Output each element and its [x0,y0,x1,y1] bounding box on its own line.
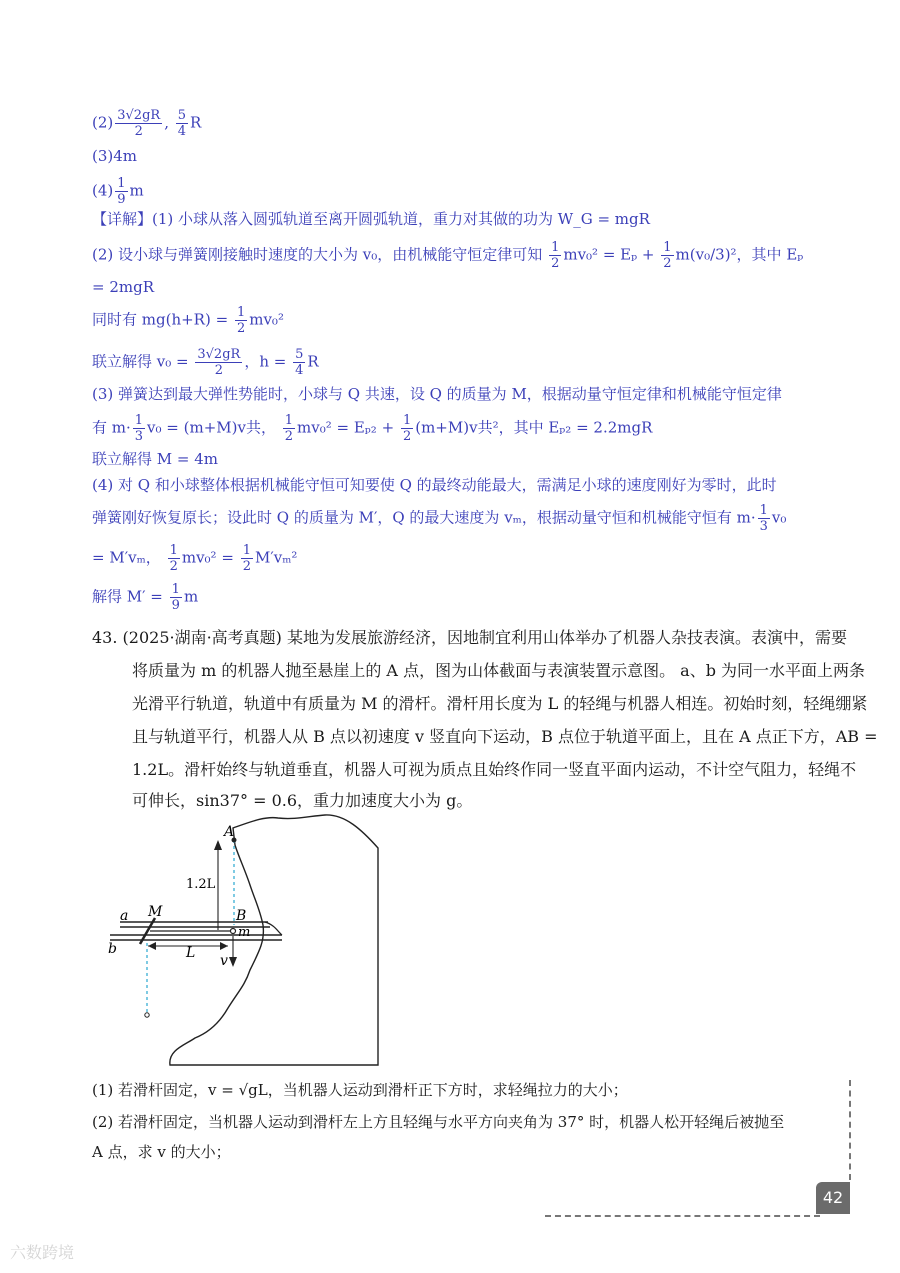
watermark: 六数跨境 [10,1243,75,1262]
fraction-num: 5 [177,108,187,123]
fraction [661,240,673,271]
fraction-den: 3 [134,429,144,444]
fraction-num: 1 [242,543,251,558]
fraction-num: 1 [117,176,126,191]
detail-text: (m+M)v共²，其中 Eₚ₂ = 2.2mgR [415,418,653,437]
fraction-num: 1 [134,413,144,428]
v-arrow-head [229,957,237,967]
detail-line-6: (3) 弹簧达到最大弹性势能时，小球与 Q 共速，设 Q 的质量为 M，根据动量守恒定律和机械能守恒定律 [92,385,782,403]
answer-4-unit: m [129,181,144,200]
detail-text: 弹簧刚好恢复原长；设此时 Q 的质量为 M′，Q 的最大速度为 vₘ，根据动量守恒和机械能守恒有 m· [92,508,756,527]
answer-4 [92,176,144,207]
l-arrow-right [220,942,228,950]
answer-4-label: (4) [92,181,114,200]
detail-text: ，h = [244,352,287,371]
dashed-border-right [849,1080,851,1180]
detail-text: (2) 设小球与弹簧刚接触时速度的大小为 v₀，由机械能守恒定律可知 [92,245,543,264]
label-A: A [224,824,235,840]
fraction-num: 1 [759,503,768,518]
fraction-den: 2 [402,429,412,444]
fraction [241,543,253,574]
detail-text: 同时有 mg(h+R) = [92,310,229,329]
l-arrow-left [148,942,156,950]
detail-line-8: 联立解得 M = 4m [92,450,218,468]
fraction-den: 2 [551,256,560,271]
lower-point [145,1013,149,1017]
fraction-den: 9 [171,598,180,613]
detail-line-3: = 2mgR [92,278,154,296]
sub-question-2-cont: A 点，求 v 的大小； [92,1143,231,1161]
fraction-den: 2 [236,321,246,336]
question-line-1: 43. (2025·湖南·高考真题) 某地为发展旅游经济，因地制宜利用山体举办了机器人杂技表演。表演中，需要 [92,628,847,647]
label-M: M [148,904,163,920]
detail-text: = M′vₘ， [92,548,161,567]
fraction [176,108,188,139]
label-b: b [108,941,117,957]
fraction-num: 1 [236,305,246,320]
fraction [235,305,247,336]
fraction [283,413,295,444]
fraction-num: 1 [284,413,294,428]
detail-text: v₀ [771,508,787,527]
detail-line-2 [92,240,803,271]
fraction-den: 9 [117,192,126,207]
detail-text: 解得 M′ = [92,587,163,606]
detail-text: mv₀² = [181,548,234,567]
detail-text: 有 m· [92,418,131,437]
detail-line-1: 【详解】(1) 小球从落入圆弧轨道至离开圆弧轨道，重力对其做的功为 W_G = mgR [92,210,650,228]
fraction-den: 2 [242,559,251,574]
fraction-den: 2 [284,429,294,444]
label-a: a [120,908,129,924]
fraction-num: 3√2gR [117,108,161,123]
answer-3: (3)4m [92,147,138,165]
question-line-6: 可伸长，sin37° = 0.6，重力加速度大小为 g。 [132,791,473,810]
fraction-num: 1 [171,582,180,597]
fraction [115,108,162,139]
answer-2 [92,108,201,139]
detail-line-5 [92,347,319,378]
detail-text: m [183,587,199,606]
height-arrow-top [214,840,222,850]
fraction-num: 3√2gR [197,347,241,362]
label-L: L [186,945,196,961]
question-line-3: 光滑平行轨道，轨道中有质量为 M 的滑杆。滑杆用长度为 L 的轻绳与机器人相连。初始时刻，轻绳绷紧 [132,694,868,713]
detail-text: R [307,352,319,371]
detail-line-7 [92,413,652,444]
dashed-border-bottom [545,1215,820,1217]
question-line-4: 且与轨道平行，机器人从 B 点以初速度 v 竖直向下运动，B 点位于轨道平面上，且在 A 点正下方，AB = [132,727,878,746]
sub-question-1: (1) 若滑杆固定，v = √gL，当机器人运动到滑杆正下方时，求轻绳拉力的大小； [92,1081,628,1099]
rail-end [265,922,282,935]
fraction-den: 3 [759,519,768,534]
question-line-2: 将质量为 m 的机器人抛至悬崖上的 A 点，图为山体截面与表演装置示意图。 a、b 为同一水平面上两条 [132,661,866,680]
fraction-num: 1 [169,543,178,558]
fraction [133,413,145,444]
fraction [401,413,413,444]
detail-line-11 [92,543,297,574]
fraction-num: 1 [663,240,672,255]
fraction [170,582,182,613]
fraction-den: 2 [169,559,178,574]
mountain-figure [100,810,400,1075]
fraction-den: 4 [177,124,187,139]
detail-text: mv₀² = Eₚ₂ + [297,418,395,437]
label-1.2L: 1.2L [186,877,216,892]
sub-question-2: (2) 若滑杆固定，当机器人运动到滑杆左上方且轻绳与水平方向夹角为 37° 时，机器人松开轻绳后被抛至 [92,1113,785,1131]
fraction [758,503,770,534]
separator: , [164,113,169,132]
answer-2-label: (2) [92,113,114,132]
fraction-den: 2 [134,124,143,139]
detail-text: M′vₘ² [254,548,298,567]
fraction-num: 1 [551,240,560,255]
fraction [115,176,127,207]
detail-text: m(v₀/3)²，其中 Eₚ [675,245,804,264]
answer-2-unit: R [190,113,202,132]
detail-text: v₀ = (m+M)v共， [147,418,276,437]
fraction [195,347,242,378]
fraction-num: 1 [402,413,412,428]
detail-text: 联立解得 v₀ = [92,352,189,371]
fraction [168,543,180,574]
detail-line-9: (4) 对 Q 和小球整体根据机械能守恒可知要使 Q 的最终动能最大，需满足小球的速度刚好为零时，此时 [92,476,777,494]
page-number: 42 [816,1182,850,1214]
detail-text: mv₀² = Eₚ + [563,245,655,264]
label-v: v [220,953,228,969]
fraction [293,347,305,378]
fraction-num: 5 [295,347,304,362]
question-line-5: 1.2L。滑杆始终与轨道垂直，机器人可视为质点且始终作同一竖直平面内运动，不计空气阻力，轻绳不 [132,760,857,779]
label-B: B [236,908,247,924]
fraction-den: 2 [663,256,672,271]
detail-text: mv₀² [249,310,284,329]
fraction [549,240,561,271]
fraction-den: 2 [214,363,223,378]
detail-line-10 [92,503,786,534]
detail-line-12 [92,582,198,613]
label-m: m [238,925,251,940]
detail-line-4 [92,305,284,336]
fraction-den: 4 [295,363,304,378]
robot-m [231,929,236,934]
